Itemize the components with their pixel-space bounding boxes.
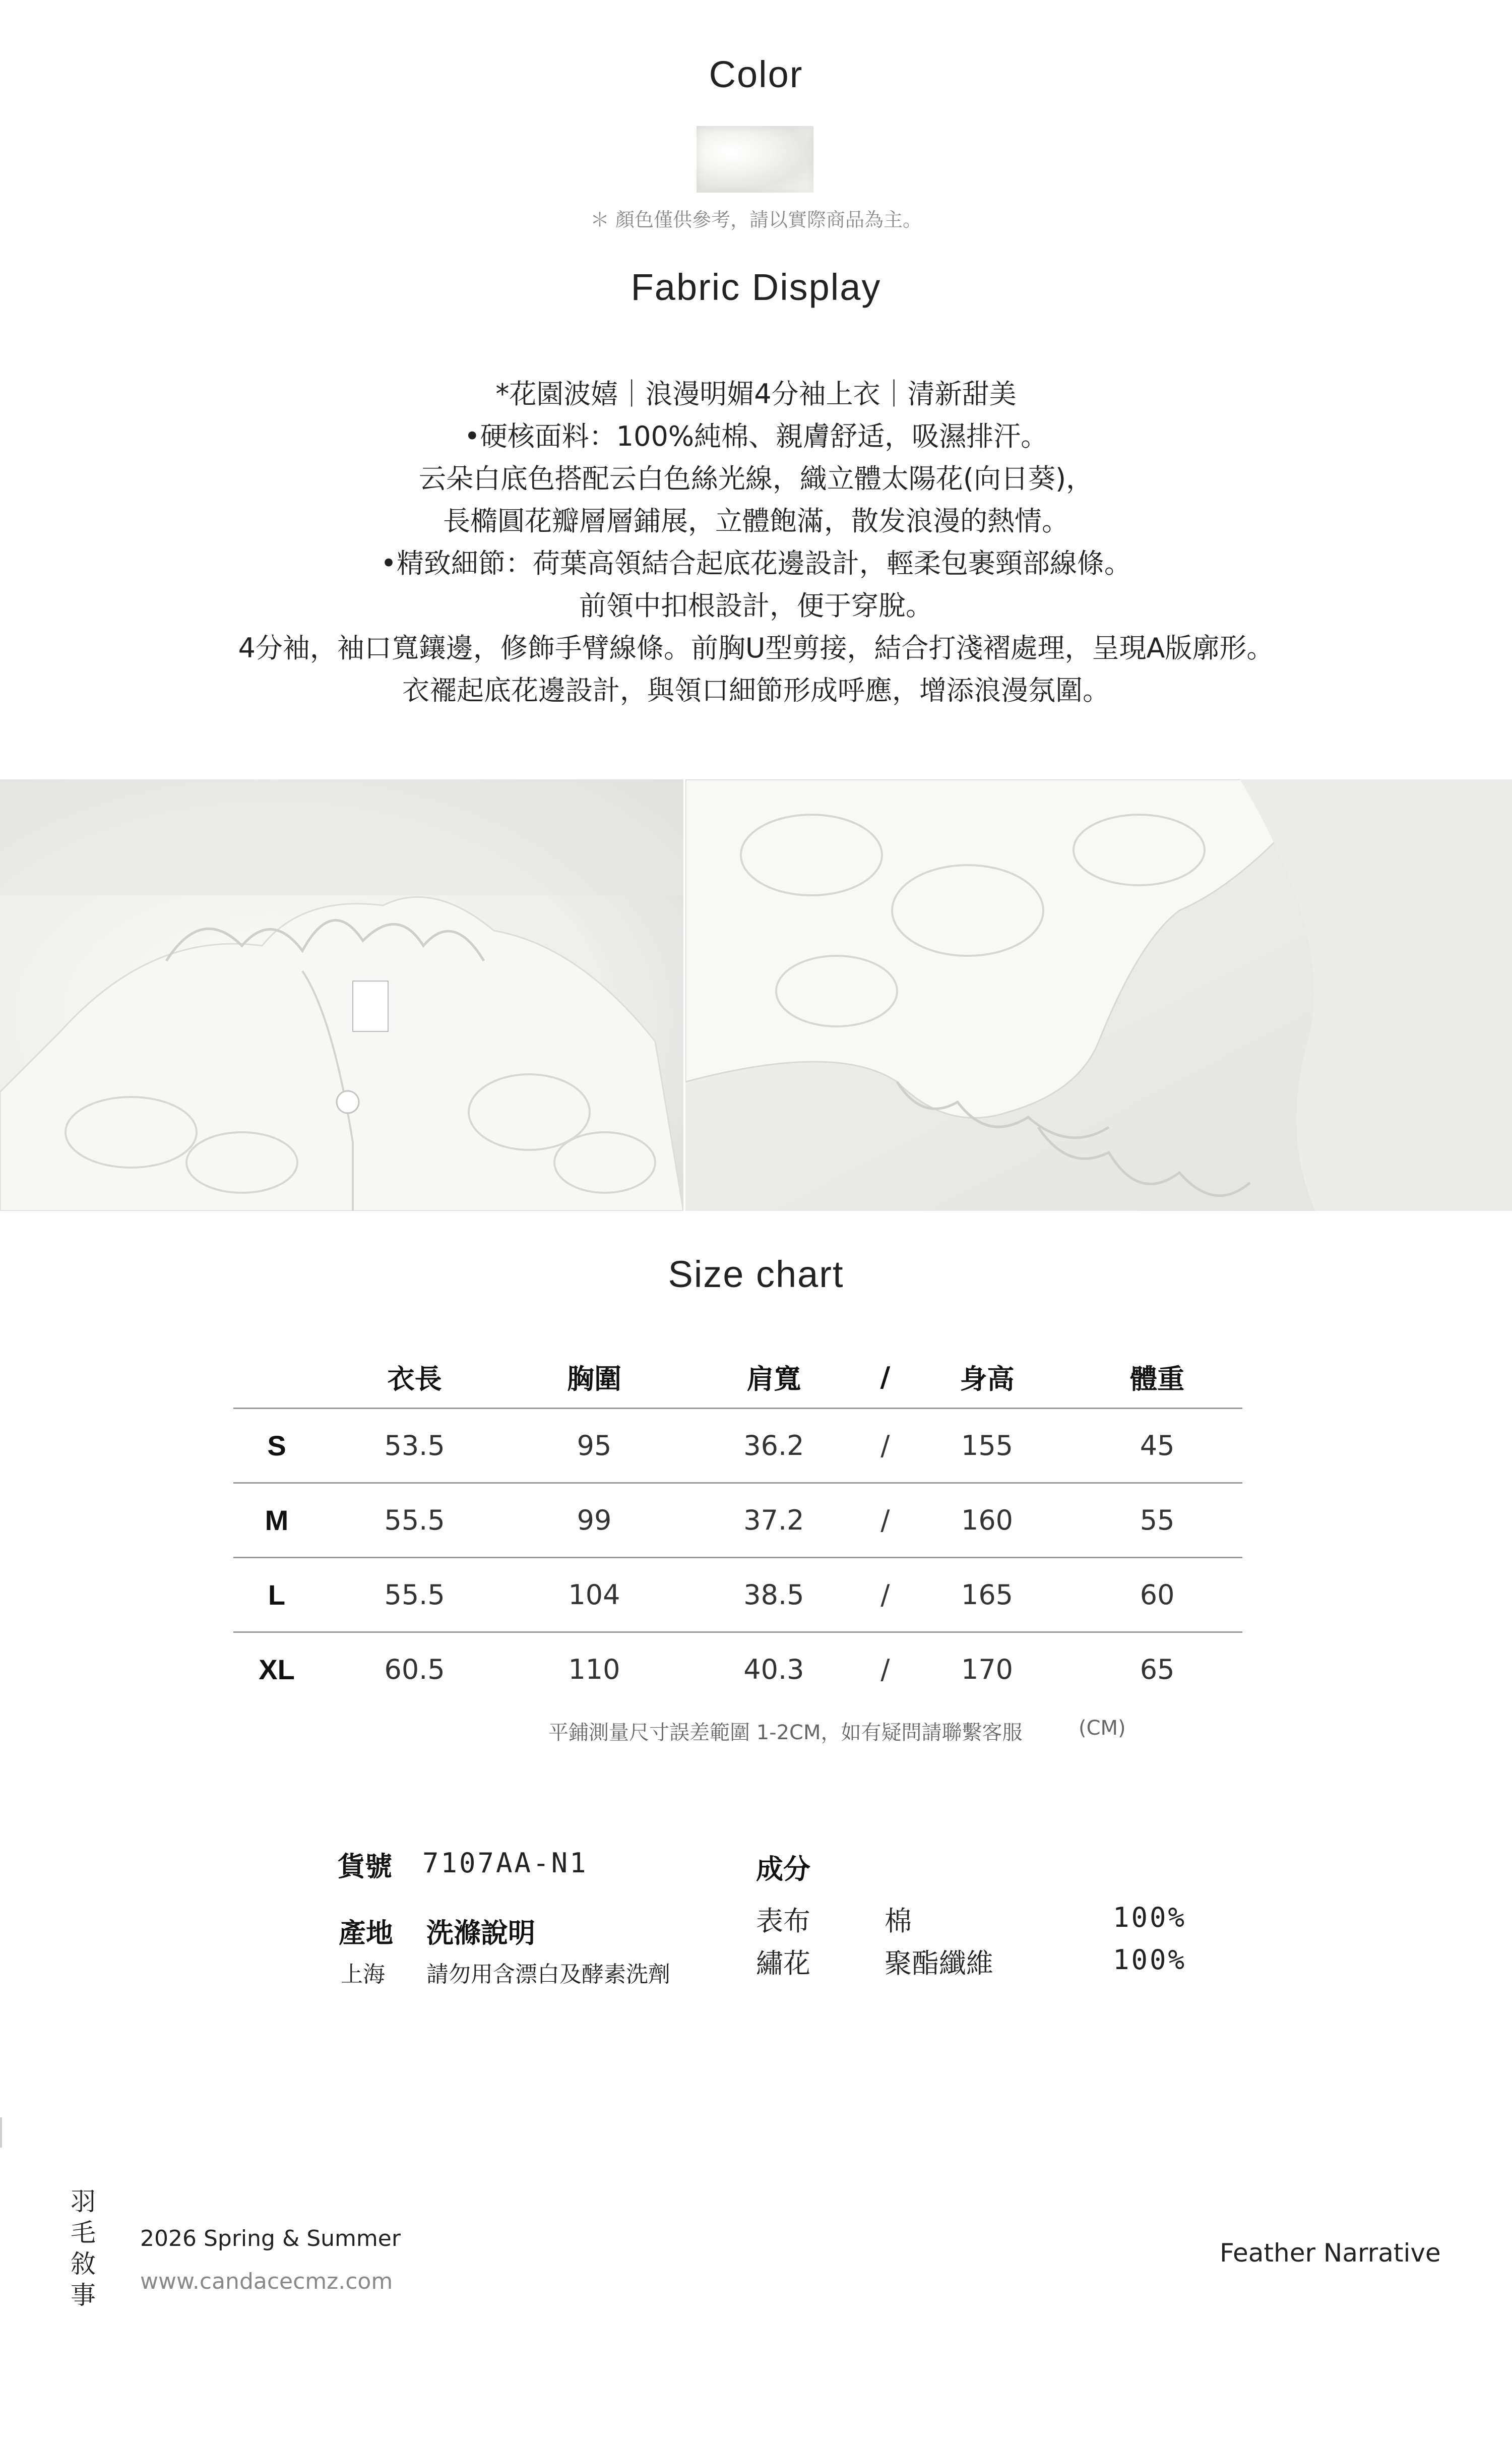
table-cell: 155 <box>902 1409 1073 1483</box>
table-cell: / <box>868 1483 902 1558</box>
fabric-photo-collar <box>0 779 683 1211</box>
composition-part: 繡花 <box>756 1947 810 1979</box>
size-table <box>233 1346 1242 1706</box>
table-cell: 65 <box>1072 1632 1242 1706</box>
color-swatch-white[interactable] <box>697 126 813 193</box>
table-row <box>233 1409 1242 1483</box>
table-cell: 37.2 <box>679 1483 868 1558</box>
table-cell: 104 <box>509 1558 679 1632</box>
table-header-row <box>233 1346 1242 1409</box>
size-note: 平鋪測量尺寸誤差範圍 1-2CM，如有疑問請聯繫客服 <box>548 1721 1023 1744</box>
composition-percent: 100% <box>1113 1902 1187 1933</box>
composition-percent: 100% <box>1113 1944 1187 1976</box>
table-cell: 40.3 <box>679 1632 868 1706</box>
wash-label: 洗滌說明 <box>426 1917 535 1949</box>
origin-label: 產地 <box>339 1917 393 1949</box>
table-cell: 60 <box>1072 1558 1242 1632</box>
header-cell: 身高 <box>960 1363 1015 1395</box>
size-label: S <box>233 1409 320 1483</box>
edge-mark <box>0 2117 2 2148</box>
description-line: 長橢圓花瓣層層鋪展，立體飽滿，散发浪漫的熱情。 <box>443 505 1069 537</box>
size-label: XL <box>233 1632 320 1706</box>
color-note: ＊ 顏色僅供參考，請以實際商品為主。 <box>590 209 922 231</box>
composition-part: 表布 <box>756 1905 810 1937</box>
table-cell: 170 <box>902 1632 1073 1706</box>
size-unit: (CM) <box>1079 1717 1126 1740</box>
wash-value: 請勿用含漂白及酵素洗劑 <box>426 1962 670 1987</box>
table-row <box>233 1558 1242 1632</box>
table-cell: / <box>868 1558 902 1632</box>
fabric-description <box>0 373 1512 712</box>
fabric-photo-hem <box>685 779 1512 1211</box>
composition-material: 聚酯纖維 <box>885 1947 993 1979</box>
table-cell: 99 <box>509 1483 679 1558</box>
table-cell: 60.5 <box>320 1632 509 1706</box>
website-link[interactable]: www.candacecmz.com <box>140 2269 393 2294</box>
size-label: L <box>233 1558 320 1632</box>
table-cell: 55 <box>1072 1483 1242 1558</box>
description-line: *花園波嬉｜浪漫明媚4分袖上衣｜清新甜美 <box>495 378 1017 410</box>
table-cell: 53.5 <box>320 1409 509 1483</box>
table-cell: 38.5 <box>679 1558 868 1632</box>
sku-value: 7107AA-N1 <box>422 1847 588 1879</box>
table-cell: 55.5 <box>320 1483 509 1558</box>
composition-label: 成分 <box>756 1853 810 1885</box>
table-cell: 160 <box>902 1483 1073 1558</box>
header-cell: 肩寬 <box>746 1363 801 1395</box>
table-row <box>233 1632 1242 1706</box>
table-cell: 45 <box>1072 1409 1242 1483</box>
table-cell: / <box>868 1632 902 1706</box>
size-label: M <box>233 1483 320 1558</box>
description-line: 衣襬起底花邊設計，與領口細節形成呼應，增添浪漫氛圍。 <box>402 675 1110 706</box>
size-chart-title: Size chart <box>668 1253 844 1295</box>
header-cell <box>233 1346 320 1409</box>
brand-name: Feather Narrative <box>1220 2238 1441 2268</box>
header-cell: 胸圍 <box>567 1363 621 1395</box>
description-line: 前領中扣根設計，便于穿脫。 <box>579 590 933 622</box>
table-cell: 110 <box>509 1632 679 1706</box>
season-label: 2026 Spring & Summer <box>140 2226 401 2251</box>
fabric-title: Fabric Display <box>631 266 881 308</box>
table-cell: 36.2 <box>679 1409 868 1483</box>
description-line: •硬核面料：100%純棉、親膚舒适，吸濕排汗。 <box>464 420 1048 452</box>
color-title: Color <box>709 53 803 95</box>
header-cell: / <box>880 1361 891 1393</box>
table-row <box>233 1483 1242 1558</box>
table-cell: 95 <box>509 1409 679 1483</box>
description-line: •精致細節：荷葉高領結合起底花邊設計，輕柔包裹頸部線條。 <box>381 547 1131 579</box>
table-cell: 165 <box>902 1558 1073 1632</box>
origin-value: 上海 <box>341 1962 385 1987</box>
table-cell: / <box>868 1409 902 1483</box>
composition-material: 棉 <box>885 1905 912 1937</box>
description-line: 4分袖，袖口寬鑲邊，修飾手臂線條。前胸U型剪接，結合打淺褶處理，呈現A版廓形。 <box>238 632 1274 664</box>
sku-label: 貨號 <box>338 1851 392 1882</box>
header-cell: 體重 <box>1130 1363 1185 1395</box>
vertical-brand: 羽毛敘事 <box>67 2188 96 2313</box>
description-line: 云朵白底色搭配云白色絲光線，織立體太陽花(向日葵)， <box>418 463 1094 495</box>
header-cell: 衣長 <box>387 1363 442 1395</box>
table-cell: 55.5 <box>320 1558 509 1632</box>
